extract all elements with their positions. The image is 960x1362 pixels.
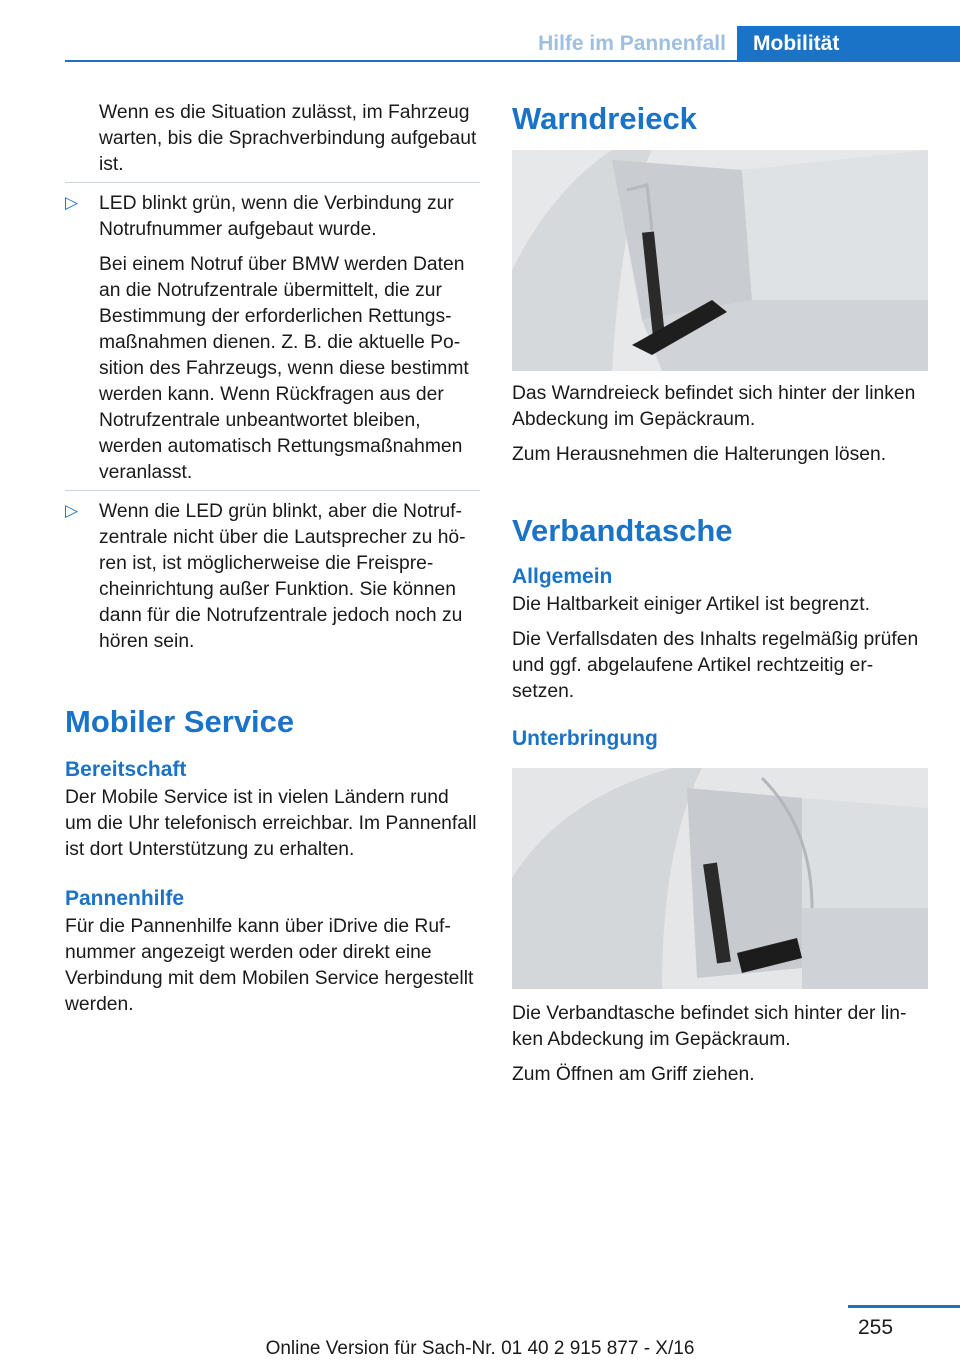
bullet-text: Wenn die LED grün blinkt, aber die Notrufzentrale nicht über die Lautsprecher zu hören ist, ist möglicherweise die Freisprecheinrichtung außer Funktion. Sie können dann für die Notrufzentrale jedoch noch zu hören sein. [99,501,466,652]
footer-rule [848,1305,960,1308]
heading-warndreieck: Warndreieck [512,101,697,136]
right-column [512,100,928,1088]
bereitschaft-text: Der Mobile Service ist in vielen Ländern rund um die Uhr telefonisch erreichbar. Im Pannenfall ist dort Unterstützung zu erhalten. [65,787,477,860]
header-rule [65,60,960,62]
bullet-text: LED blinkt grün, wenn die Verbindung zur Notrufnummer aufgebaut wurde. [99,193,454,240]
page-number: 255 [858,1316,894,1339]
pannenhilfe-text: Für die Pannenhilfe kann über iDrive die Rufnummer angezeigt werden oder direkt eine Verbindung mit dem Mobilen Service hergestellt werden. [65,916,474,1015]
unterbringung-text-location: Die Verbandtasche befindet sich hinter der linken Abdeckung im Gepäckraum. [512,1003,907,1050]
warning-triangle-photo [512,150,928,371]
online-version-note: Online Version für Sach-Nr. 01 40 2 915 877 - X/16 [265,1338,695,1359]
header-chapter-tab: Mobilität [737,26,960,62]
heading-allgemein: Allgemein [512,565,613,588]
warndreieck-text-remove: Zum Herausnehmen die Halterungen lösen. [512,444,887,465]
heading-bereitschaft: Bereitschaft [65,758,187,781]
bullet-item-led-green [65,182,480,490]
trunk-first-aid-illustration [512,768,928,989]
unterbringung-text-open: Zum Öffnen am Griff ziehen. [512,1064,755,1085]
bullet-item-led-blink [65,490,480,659]
intro-text: Wenn es die Situation zulässt, im Fahrzeug warten, bis die Sprachverbindung aufgebaut ist. [99,102,477,175]
first-aid-kit-photo [512,768,928,989]
bullet-extra-text: Bei einem Notruf über BMW werden Daten an die Notrufzentrale übermittelt, die zur Bestimmung der erforderlichen Rettungsmaßnahmen dienen. Z. B. die aktuelle Position des Fahrzeugs, wenn diese bestimmt werden kann. Wenn Rückfragen aus der Notrufzentrale unbeantwortet bleiben, werden automatisch Rettungsmaßnahmen veranlasst. [99,254,469,483]
allgemein-text-durability: Die Haltbarkeit einiger Artikel ist begrenzt. [512,594,870,615]
bullet-marker-icon: ▷ [65,193,79,212]
header-section-title: Hilfe im Pannenfall [538,32,726,55]
heading-verbandtasche: Verbandtasche [512,513,733,548]
intro-item [65,100,480,182]
heading-pannenhilfe: Pannenhilfe [65,887,185,910]
allgemein-text-expiry: Die Verfallsdaten des Inhalts regelmäßig prüfen und ggf. abgelaufene Artikel rechtzeitig ersetzen. [512,629,919,702]
bullet-marker-icon: ▷ [65,501,79,520]
warndreieck-text-location: Das Warndreieck befindet sich hinter der linken Abdeckung im Gepäckraum. [512,383,916,430]
left-column [65,100,480,1018]
heading-unterbringung: Unterbringung [512,727,658,750]
trunk-left-cover-illustration [512,150,928,371]
heading-mobiler-service: Mobiler Service [65,704,295,739]
